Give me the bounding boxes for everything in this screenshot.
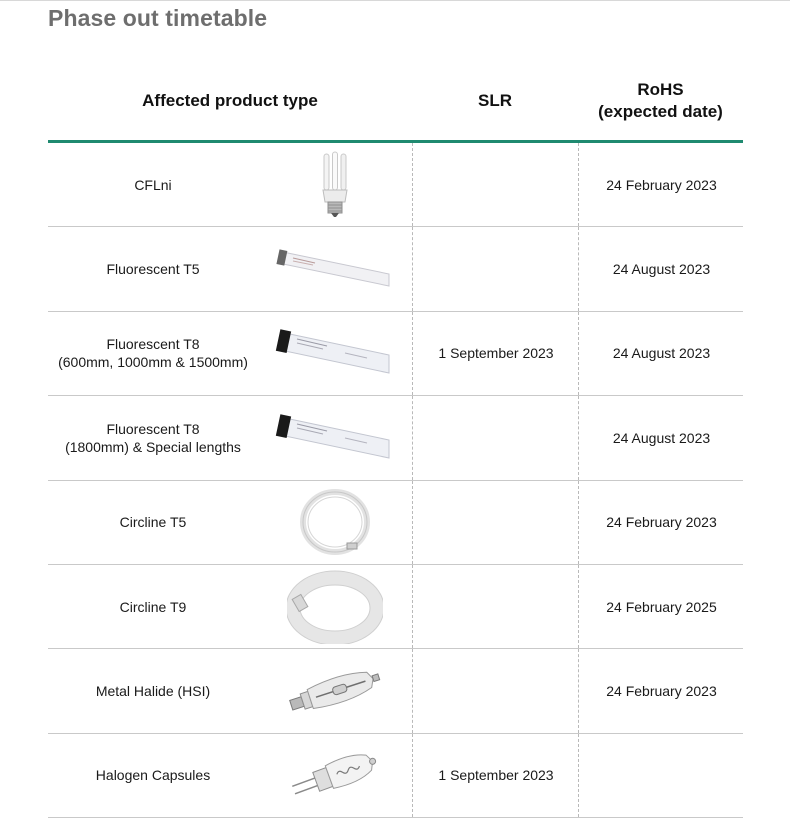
- fluorescent-tube-icon: [258, 227, 412, 310]
- product-name: Circline T9: [119, 598, 187, 615]
- header-rohs: [578, 62, 743, 140]
- header-rohs-line1: RoHS: [637, 80, 684, 99]
- slr-date: [412, 396, 579, 479]
- header-rohs-line2: (expected date): [598, 102, 723, 121]
- fluorescent-tube-icon: [258, 396, 412, 479]
- table-header: [48, 62, 743, 143]
- circline-thick-icon: [258, 565, 412, 648]
- circline-thin-icon: [258, 481, 412, 564]
- slr-date: 1 September 2023: [412, 312, 579, 395]
- slr-date: [412, 143, 579, 226]
- phase-out-table: [48, 62, 743, 818]
- rohs-date: [578, 734, 744, 817]
- table-row: [48, 143, 743, 227]
- table-row: [48, 312, 743, 396]
- rohs-date: 24 August 2023: [578, 312, 744, 395]
- table-row: [48, 396, 743, 480]
- table-row: [48, 734, 743, 818]
- slr-date: [412, 481, 579, 564]
- slr-date: [412, 565, 579, 648]
- table-row: [48, 649, 743, 733]
- page-title: Phase out timetable: [48, 5, 268, 31]
- rohs-date: 24 August 2023: [578, 396, 744, 479]
- metal-halide-lamp-icon: [258, 649, 412, 732]
- rohs-date: 24 February 2025: [578, 565, 744, 648]
- slr-date: [412, 227, 579, 310]
- top-divider: [0, 0, 790, 1]
- fluorescent-tube-icon: [258, 312, 412, 395]
- header-slr: SLR: [478, 91, 512, 110]
- table-row: [48, 565, 743, 649]
- table-row: [48, 481, 743, 565]
- slr-date: [412, 649, 579, 732]
- product-name: Circline T5: [119, 514, 187, 531]
- cfl-bulb-icon: [258, 143, 412, 226]
- product-name: Fluorescent T5: [106, 261, 200, 278]
- product-name: Fluorescent T8 (600mm, 1000mm & 1500mm): [58, 336, 248, 371]
- product-name: Fluorescent T8 (1800mm) & Special lengths: [65, 420, 241, 455]
- rohs-date: 24 February 2023: [578, 481, 744, 564]
- rohs-date: 24 February 2023: [578, 143, 744, 226]
- rohs-date: 24 August 2023: [578, 227, 744, 310]
- header-product-type: Affected product type: [142, 91, 318, 110]
- halogen-capsule-icon: [258, 734, 412, 817]
- rohs-date: 24 February 2023: [578, 649, 744, 732]
- product-name: Halogen Capsules: [95, 767, 211, 784]
- table-row: [48, 227, 743, 311]
- product-name: CFLni: [134, 176, 172, 193]
- product-name: Metal Halide (HSI): [95, 683, 211, 700]
- slr-date: 1 September 2023: [412, 734, 579, 817]
